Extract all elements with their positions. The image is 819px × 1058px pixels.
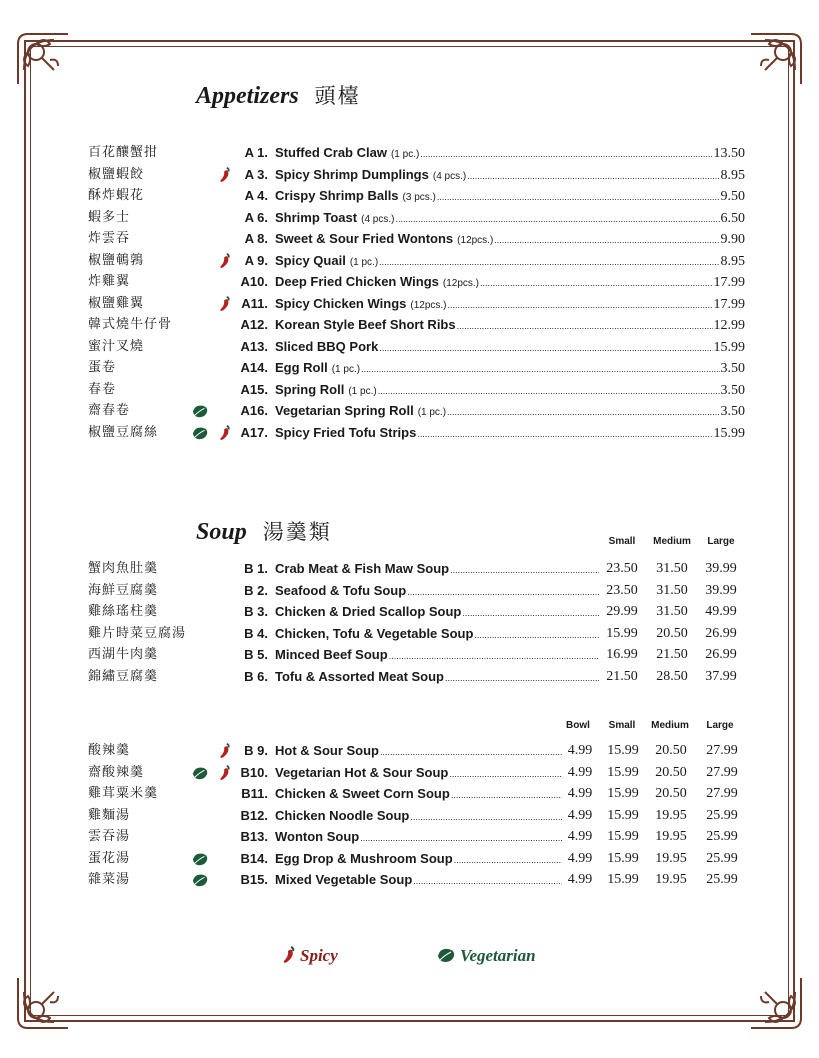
item-price: 17.99 <box>713 275 745 290</box>
item-name: Mixed Vegetable Soup <box>275 872 413 887</box>
item-chinese-name: 西湖牛肉羹 <box>88 647 159 662</box>
item-chinese-name: 炸雲吞 <box>88 231 131 246</box>
corner-ornament-icon <box>747 974 805 1032</box>
item-name: Chicken, Tofu & Vegetable Soup <box>275 625 474 641</box>
menu-item-row <box>0 422 819 443</box>
dot-leader <box>445 666 599 687</box>
menu-item-row <box>0 805 819 826</box>
menu-item-row <box>0 314 819 335</box>
item-leader <box>275 623 600 644</box>
item-name: Egg Drop & Mushroom Soup <box>275 850 453 866</box>
menu-item-row <box>0 336 819 357</box>
item-name: Chicken Noodle Soup <box>275 807 410 823</box>
item-code: B12. <box>240 807 268 823</box>
item-price: 25.99 <box>706 872 738 887</box>
item-code: A 9. <box>244 252 268 268</box>
item-leader <box>275 293 745 316</box>
item-leader <box>275 142 745 165</box>
item-name: Spring Roll <box>275 381 345 397</box>
item-name: Korean Style Beef Short Ribs <box>275 317 456 332</box>
item-leader <box>275 357 745 380</box>
item-price: 27.99 <box>706 743 738 758</box>
item-price: 4.99 <box>567 807 593 823</box>
item-quantity: (12pcs.) <box>410 299 447 311</box>
soup-header-medium: Medium <box>653 536 691 547</box>
item-name: Vegetarian Hot & Sour Soup <box>275 764 449 780</box>
item-name: Egg Roll <box>275 360 328 375</box>
item-code: A10. <box>240 274 268 289</box>
item-price: 16.99 <box>606 647 638 662</box>
item-price: 6.50 <box>720 210 745 226</box>
item-code: B14. <box>240 850 268 866</box>
dot-leader <box>380 740 562 761</box>
item-leader <box>275 400 745 423</box>
dot-leader <box>447 293 712 314</box>
corner-ornament-icon <box>14 974 72 1032</box>
soup-title-zh: 湯羹類 <box>262 520 332 544</box>
item-price: 4.99 <box>567 829 593 844</box>
item-price: 8.95 <box>720 167 745 183</box>
item-price: 8.95 <box>720 253 745 269</box>
item-code: B 3. <box>244 604 268 619</box>
item-price: 20.50 <box>655 786 687 801</box>
item-price: 4.99 <box>567 786 593 801</box>
item-price: 25.99 <box>706 829 738 844</box>
item-code: B13. <box>240 829 268 844</box>
item-name: Sweet & Sour Fried Wontons <box>275 231 454 246</box>
item-quantity: (4 pcs.) <box>361 213 395 225</box>
dot-leader <box>410 805 562 826</box>
item-price: 37.99 <box>705 668 737 684</box>
item-price: 4.99 <box>567 850 593 866</box>
item-chinese-name: 椒鹽鵪鶉 <box>88 252 145 268</box>
item-price: 3.50 <box>720 382 745 398</box>
soup2-header-medium: Medium <box>651 720 689 731</box>
dot-leader <box>451 783 562 804</box>
item-chinese-name: 雞片時菜豆腐湯 <box>88 625 187 641</box>
item-chinese-name: 蝦多士 <box>88 209 131 225</box>
chili-pepper-icon <box>282 946 296 964</box>
item-name: Wonton Soup <box>275 829 360 844</box>
item-price: 21.50 <box>606 668 638 684</box>
item-price: 23.50 <box>606 582 638 598</box>
soup2-header-large: Large <box>706 720 734 731</box>
item-name: Spicy Fried Tofu Strips <box>275 424 417 440</box>
item-chinese-name: 春卷 <box>88 381 117 397</box>
item-quantity: (1 pc.) <box>390 149 420 160</box>
item-price: 15.99 <box>607 764 639 780</box>
item-chinese-name: 雜菜湯 <box>88 872 131 887</box>
item-name: Deep Fried Chicken Wings <box>275 274 439 289</box>
soup-header-small: Small <box>608 536 636 547</box>
item-leader <box>275 271 745 294</box>
item-price: 4.99 <box>567 743 593 758</box>
item-price: 49.99 <box>705 604 737 619</box>
item-name: Tofu & Assorted Meat Soup <box>275 668 444 684</box>
dot-leader <box>417 422 712 443</box>
item-quantity: (12pcs.) <box>442 278 479 289</box>
item-code: B 5. <box>244 647 268 662</box>
dot-leader <box>361 357 719 378</box>
item-price: 4.99 <box>567 872 593 887</box>
item-code: A13. <box>240 338 268 354</box>
item-leader <box>275 207 745 230</box>
item-chinese-name: 椒鹽蝦餃 <box>88 166 145 182</box>
item-price: 9.90 <box>720 232 745 247</box>
item-leader <box>275 336 745 358</box>
item-chinese-name: 雞絲瑤柱羹 <box>88 604 159 619</box>
dot-leader <box>379 250 719 271</box>
item-name: Shrimp Toast <box>275 209 358 225</box>
item-chinese-name: 海鮮豆腐羹 <box>88 582 159 598</box>
item-quantity: (12pcs.) <box>457 235 494 246</box>
item-price: 23.50 <box>606 561 638 576</box>
item-chinese-name: 椒鹽豆腐絲 <box>88 424 159 440</box>
dot-leader <box>454 848 562 869</box>
menu-item-row <box>0 293 819 314</box>
menu-item-row <box>0 558 819 579</box>
item-price: 25.99 <box>706 850 738 866</box>
item-leader <box>275 422 745 444</box>
item-price: 31.50 <box>656 561 688 576</box>
dot-leader <box>360 826 562 847</box>
item-price: 27.99 <box>706 764 738 780</box>
item-name: Chicken & Dried Scallop Soup <box>275 604 462 619</box>
item-price: 9.50 <box>720 189 745 204</box>
item-price: 19.95 <box>655 872 687 887</box>
item-code: B 4. <box>244 625 268 641</box>
item-leader <box>275 580 600 601</box>
item-code: A 8. <box>244 231 268 246</box>
item-price: 15.99 <box>607 786 639 801</box>
item-price: 27.99 <box>706 786 738 801</box>
item-price: 19.95 <box>655 850 687 866</box>
dot-leader <box>437 185 720 206</box>
item-chinese-name: 蜜汁叉燒 <box>88 338 145 354</box>
dot-leader <box>389 644 599 665</box>
item-leader <box>275 558 600 579</box>
item-code: A14. <box>240 360 268 375</box>
soup2-header-small: Small <box>608 720 636 731</box>
item-code: B15. <box>240 872 268 887</box>
item-leader <box>275 848 563 869</box>
item-price: 19.95 <box>655 829 687 844</box>
legend-vegetarian <box>436 946 536 966</box>
item-quantity: (1 pc.) <box>331 364 361 375</box>
item-leader <box>275 164 745 187</box>
dot-leader <box>480 271 713 292</box>
appetizers-title <box>196 80 361 110</box>
menu-item-row <box>0 601 819 622</box>
item-chinese-name: 齋春卷 <box>88 403 131 418</box>
dot-leader <box>449 762 562 783</box>
item-code: A12. <box>240 317 268 332</box>
item-chinese-name: 百花釀蟹拑 <box>88 145 159 160</box>
dot-leader <box>467 164 719 185</box>
menu-item-row <box>0 271 819 292</box>
menu-item-row <box>0 228 819 249</box>
dot-leader <box>474 623 599 644</box>
item-price: 15.99 <box>607 872 639 887</box>
item-leader <box>275 805 563 826</box>
item-chinese-name: 蟹肉魚肚羹 <box>88 561 159 576</box>
item-price: 15.99 <box>607 807 639 823</box>
corner-ornament-icon <box>747 30 805 88</box>
item-chinese-name: 齋酸辣羹 <box>88 764 145 780</box>
item-price: 20.50 <box>655 764 687 780</box>
item-code: B10. <box>240 764 268 780</box>
leaf-icon <box>436 946 456 964</box>
item-code: B 2. <box>244 582 268 598</box>
item-code: A16. <box>240 403 268 418</box>
item-chinese-name: 韓式燒牛仔骨 <box>88 317 173 332</box>
menu-item-row <box>0 826 819 847</box>
menu-item-row <box>0 666 819 687</box>
dot-leader <box>413 869 562 890</box>
leaf-icon <box>191 425 209 441</box>
dot-leader <box>447 400 719 421</box>
item-price: 29.99 <box>606 604 638 619</box>
dot-leader <box>420 142 712 163</box>
menu-item-row <box>0 869 819 890</box>
item-price: 25.99 <box>706 807 738 823</box>
menu-item-row <box>0 250 819 271</box>
item-price: 28.50 <box>656 668 688 684</box>
item-name: Hot & Sour Soup <box>275 743 379 758</box>
item-leader <box>275 250 745 273</box>
item-chinese-name: 錦繡豆腐羹 <box>88 668 159 684</box>
dot-leader <box>378 379 720 400</box>
menu-item-row <box>0 207 819 228</box>
dot-leader <box>395 207 719 228</box>
item-leader <box>275 644 600 665</box>
item-leader <box>275 314 745 336</box>
menu-item-row <box>0 644 819 665</box>
leaf-icon <box>191 872 209 888</box>
item-leader <box>275 740 563 761</box>
item-code: A 3. <box>244 166 268 182</box>
item-name: Minced Beef Soup <box>275 647 388 662</box>
item-leader <box>275 826 563 847</box>
leaf-icon <box>191 403 209 419</box>
soup-title <box>196 516 332 546</box>
item-chinese-name: 酥炸蝦花 <box>88 188 145 203</box>
item-price: 39.99 <box>705 582 737 598</box>
menu-item-row <box>0 848 819 869</box>
menu-item-row <box>0 379 819 400</box>
item-name: Crab Meat & Fish Maw Soup <box>275 561 450 576</box>
menu-item-row <box>0 623 819 644</box>
item-leader <box>275 666 600 687</box>
item-price: 20.50 <box>655 743 687 758</box>
item-leader <box>275 869 563 890</box>
menu-item-row <box>0 400 819 421</box>
item-price: 13.50 <box>713 146 745 161</box>
item-price: 15.99 <box>713 425 745 441</box>
item-price: 26.99 <box>705 625 737 641</box>
item-price: 26.99 <box>705 647 737 662</box>
item-leader <box>275 762 563 783</box>
item-leader <box>275 601 600 622</box>
item-name: Chicken & Sweet Corn Soup <box>275 786 450 801</box>
item-price: 31.50 <box>656 582 688 598</box>
leaf-icon <box>191 851 209 867</box>
item-chinese-name: 雞麵湯 <box>88 807 131 823</box>
dot-leader <box>494 228 719 249</box>
item-price: 17.99 <box>713 296 745 312</box>
item-chinese-name: 炸雞翼 <box>88 274 131 289</box>
item-name: Spicy Quail <box>275 252 346 268</box>
item-quantity: (1 pc.) <box>417 407 447 418</box>
menu-item-row <box>0 762 819 783</box>
dot-leader <box>450 558 599 579</box>
menu-item-row <box>0 185 819 206</box>
item-leader <box>275 783 563 804</box>
item-chinese-name: 雲吞湯 <box>88 829 131 844</box>
item-quantity: (4 pcs.) <box>432 170 467 182</box>
dot-leader <box>379 336 712 357</box>
item-chinese-name: 蛋卷 <box>88 360 117 375</box>
item-price: 15.99 <box>713 339 745 355</box>
item-quantity: (1 pc.) <box>348 385 377 397</box>
dot-leader <box>457 314 713 335</box>
item-price: 15.99 <box>606 625 638 641</box>
leaf-icon <box>191 765 209 781</box>
item-code: B 9. <box>244 743 268 758</box>
item-name: Vegetarian Spring Roll <box>275 403 414 418</box>
item-chinese-name: 椒鹽雞翼 <box>88 295 145 311</box>
soup2-header-bowl: Bowl <box>566 720 590 731</box>
item-price: 4.99 <box>567 764 593 780</box>
menu-item-row <box>0 740 819 761</box>
item-name: Spicy Chicken Wings <box>275 295 407 311</box>
item-chinese-name: 蛋花湯 <box>88 850 131 866</box>
menu-item-row <box>0 783 819 804</box>
soup-title-en: Soup <box>196 519 247 545</box>
item-price: 15.99 <box>607 743 639 758</box>
item-name: Spicy Shrimp Dumplings <box>275 166 429 182</box>
menu-item-row <box>0 142 819 163</box>
item-code: A11. <box>241 295 268 311</box>
appetizers-title-en: Appetizers <box>196 83 299 109</box>
soup-header-large: Large <box>707 536 735 547</box>
item-quantity: (1 pc.) <box>349 256 379 268</box>
legend-spicy <box>282 946 338 966</box>
item-price: 31.50 <box>656 604 688 619</box>
menu-item-row <box>0 164 819 185</box>
item-chinese-name: 雞茸粟米羹 <box>88 786 159 801</box>
item-code: B11. <box>241 786 268 801</box>
dot-leader <box>462 601 599 622</box>
item-price: 21.50 <box>656 647 688 662</box>
item-leader <box>275 379 745 402</box>
item-name: Stuffed Crab Claw <box>275 145 387 160</box>
item-name: Sliced BBQ Pork <box>275 338 379 354</box>
item-code: A 4. <box>244 188 268 203</box>
corner-ornament-icon <box>14 30 72 88</box>
item-code: A 6. <box>244 209 268 225</box>
item-leader <box>275 228 745 251</box>
item-price: 12.99 <box>713 318 745 333</box>
menu-item-row <box>0 580 819 601</box>
item-price: 39.99 <box>705 561 737 576</box>
item-quantity: (3 pcs.) <box>402 192 436 203</box>
item-code: A 1. <box>244 145 268 160</box>
item-price: 20.50 <box>656 625 688 641</box>
item-price: 3.50 <box>720 404 745 419</box>
item-code: A17. <box>240 424 268 440</box>
appetizers-title-zh: 頭檯 <box>314 84 361 108</box>
legend-vegetarian-label: Vegetarian <box>460 946 536 965</box>
item-chinese-name: 酸辣羹 <box>88 743 131 758</box>
item-code: B 6. <box>244 668 268 684</box>
item-price: 3.50 <box>720 361 745 376</box>
menu-item-row <box>0 357 819 378</box>
item-code: A15. <box>240 381 268 397</box>
item-price: 15.99 <box>607 850 639 866</box>
item-leader <box>275 185 745 208</box>
item-price: 15.99 <box>607 829 639 844</box>
item-code: B 1. <box>244 561 268 576</box>
item-price: 19.95 <box>655 807 687 823</box>
legend-spicy-label: Spicy <box>300 946 338 965</box>
dot-leader <box>407 580 599 601</box>
item-name: Crispy Shrimp Balls <box>275 188 399 203</box>
item-name: Seafood & Tofu Soup <box>275 582 407 598</box>
